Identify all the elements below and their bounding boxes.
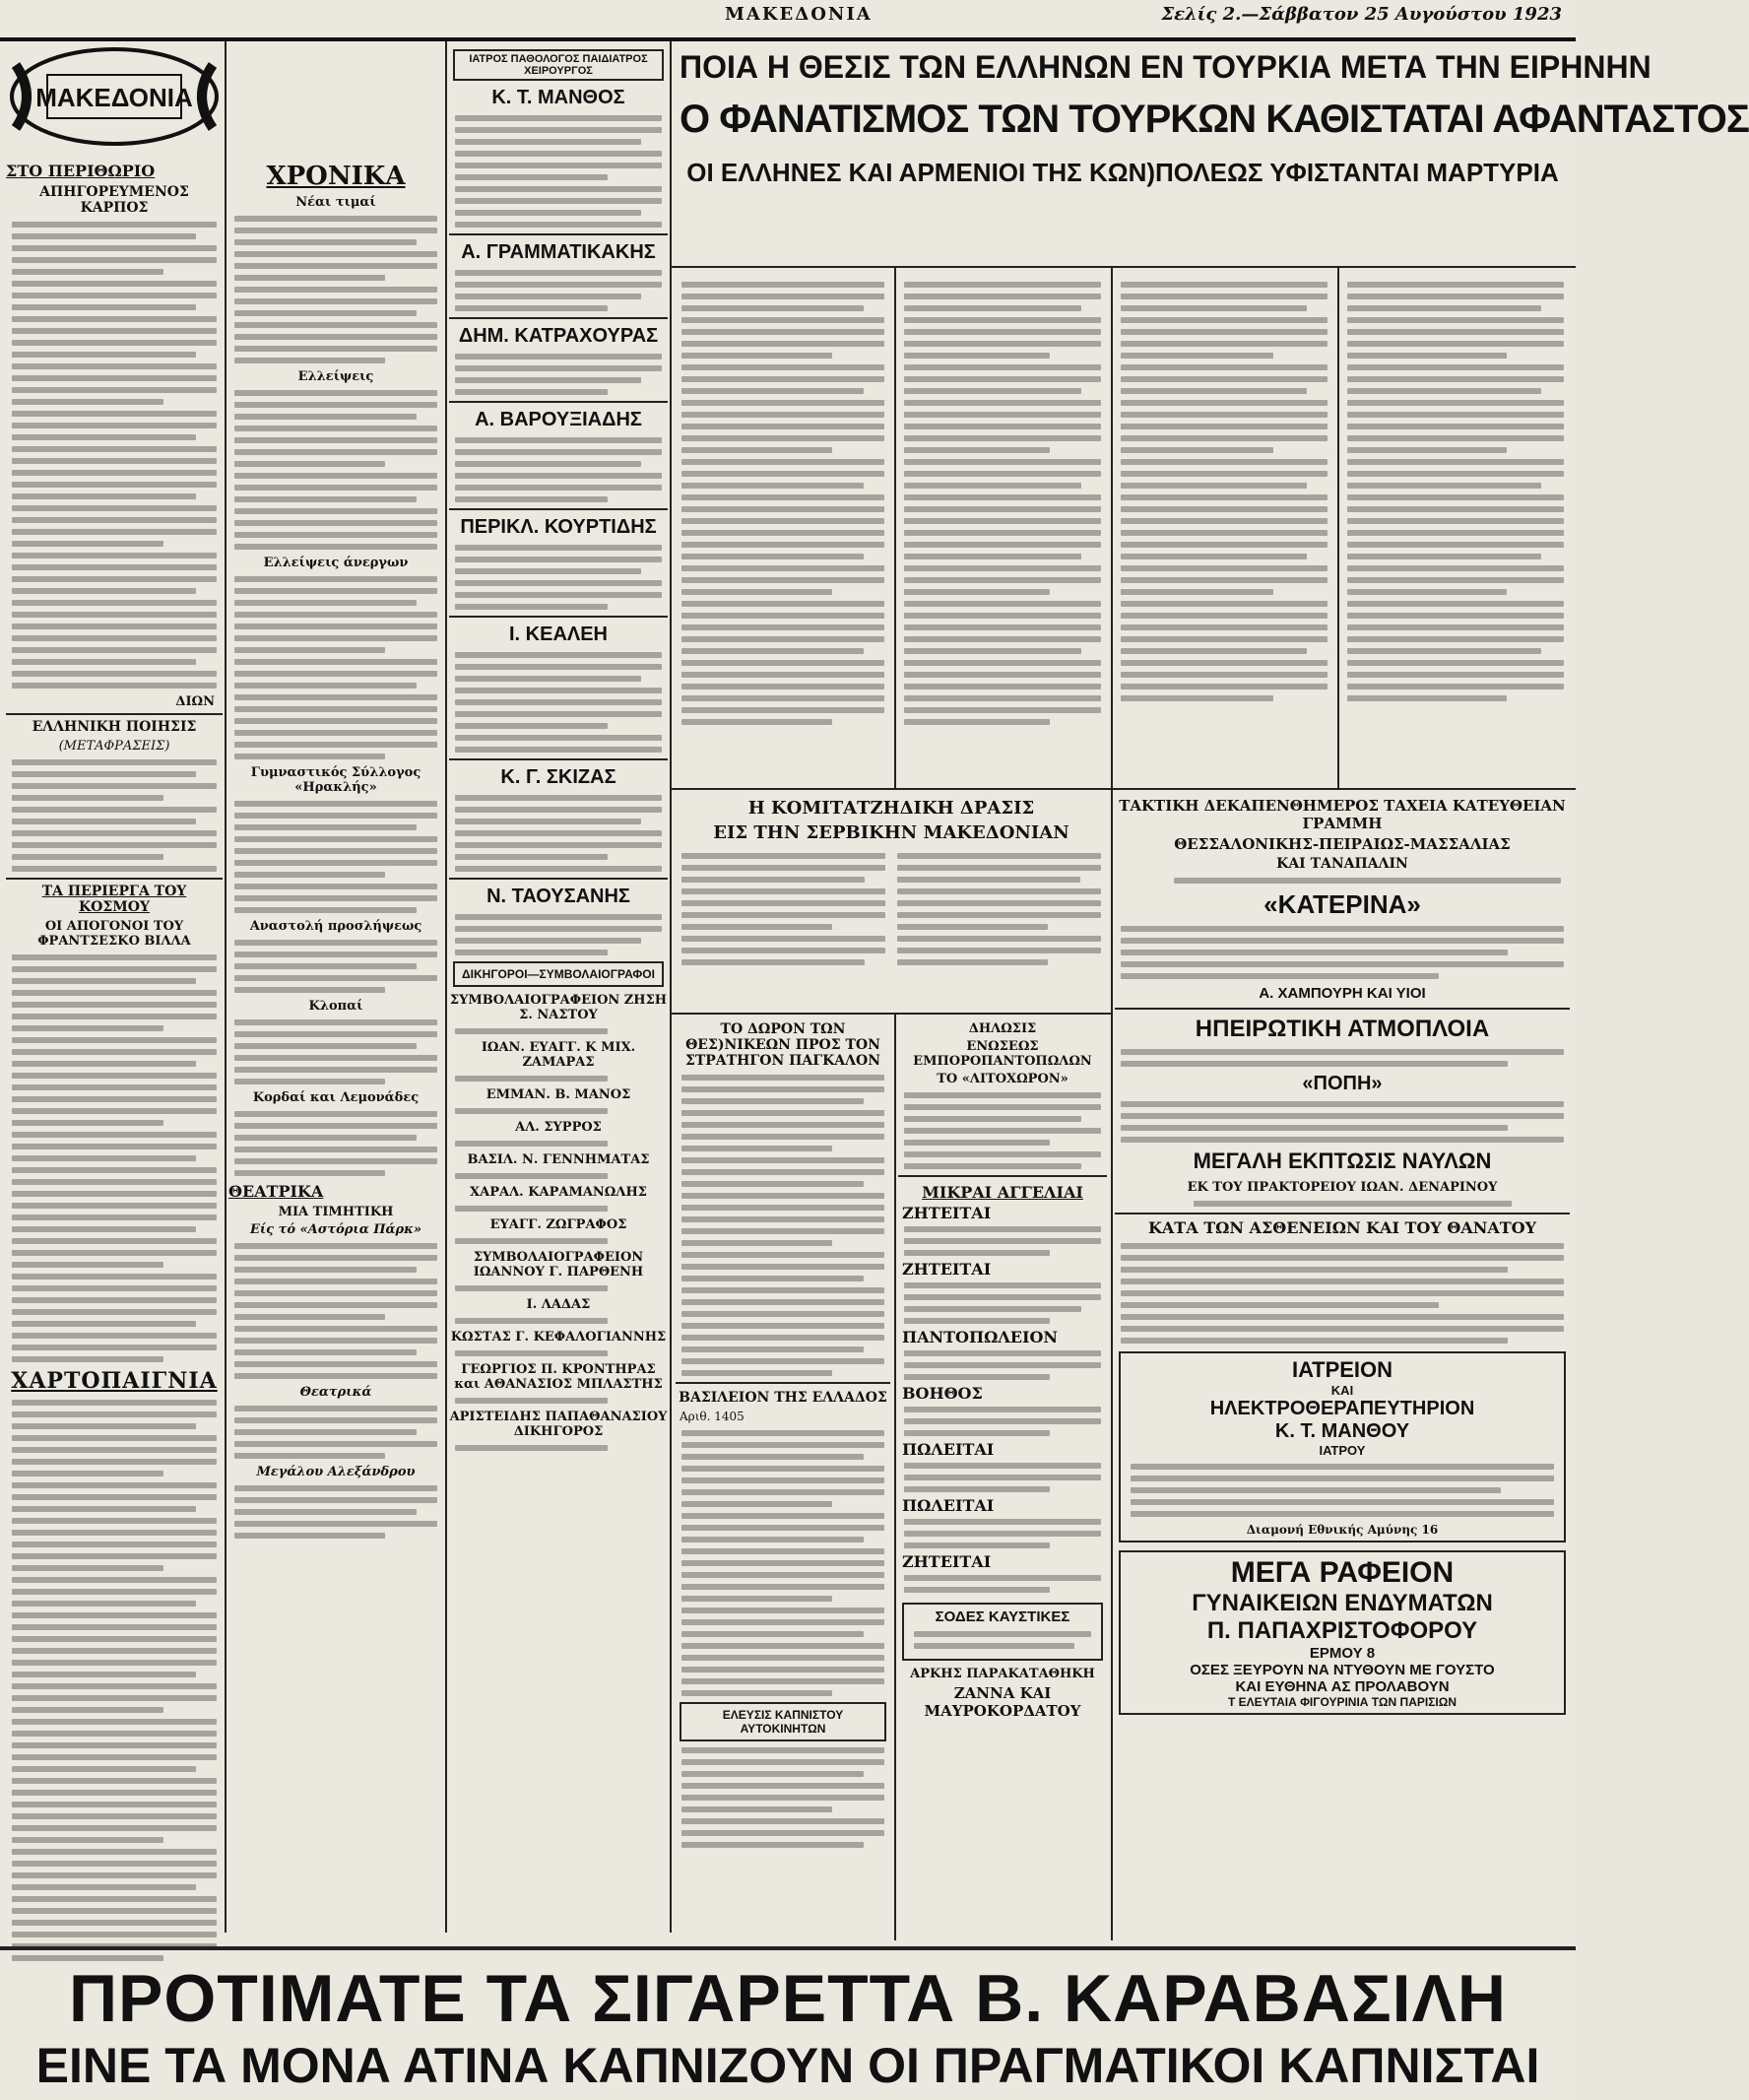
rule-6 bbox=[1337, 266, 1339, 788]
classifieds-title: ΜΙΚΡΑΙ ΑΓΓΕΛΙΑΙ bbox=[922, 1183, 1083, 1202]
chronicles-s5: Αναστολή προσλήψεως bbox=[249, 919, 422, 934]
ad-kourtidis: ΠΕΡΙΚΛ. ΚΟΥΡΤΙΔΗΣ bbox=[460, 516, 657, 538]
poetry-body bbox=[6, 759, 223, 872]
card-games-body bbox=[6, 1400, 223, 1961]
masthead-logo-icon bbox=[8, 45, 221, 148]
classified-2: ΖΗΤΕΙΤΑΙ bbox=[902, 1260, 992, 1279]
column-3 bbox=[449, 43, 668, 1940]
classified-5: ΠΩΛΕΙΤΑΙ bbox=[902, 1440, 995, 1459]
kom-rule bbox=[672, 1013, 1111, 1015]
lawyer-1: ΣΥΜΒΟΛΑΙΟΓΡΑΦΕΙΟΝ ΖΗΣΗ Σ. ΝΑΣΤΟΥ bbox=[449, 993, 668, 1022]
rule-7 bbox=[1111, 788, 1113, 1940]
theatre-1: ΜΙΑ ΤΙΜΗΤΙΚΗ bbox=[278, 1205, 394, 1219]
column-1 bbox=[6, 158, 223, 1940]
ad-kealeh: Ι. ΚΕΑΛΕΗ bbox=[508, 623, 609, 645]
section-card-games: ΧΑΡΤΟΠΑΙΓΝΙΑ bbox=[11, 1368, 218, 1394]
date-line: Σελίς 2.—Σάββατον 25 Αυγούστου 1923 bbox=[1161, 4, 1562, 25]
classified-3: ΠΑΝΤΟΠΩΛΕΙΟΝ bbox=[902, 1328, 1058, 1346]
lawyer-7: ΕΥΑΓΓ. ΖΩΓΡΑΦΟΣ bbox=[489, 1217, 627, 1232]
classified-1: ΖΗΤΕΙΤΑΙ bbox=[902, 1204, 992, 1222]
masthead-title: ΜΑΚΕΔΟΝΙΑ bbox=[35, 83, 193, 112]
lawyer-11: ΓΕΩΡΓΙΟΣ Π. ΚΡΟΝΤΗΡΑΣ και ΑΘΑΝΑΣΙΟΣ ΜΠΛΑΣΤΗΣ bbox=[454, 1362, 663, 1392]
classified-4: ΒΟΗΘΟΣ bbox=[902, 1384, 983, 1403]
lawyer-6: ΧΑΡΑΛ. ΚΑΡΑΜΑΝΩΛΗΣ bbox=[470, 1185, 647, 1200]
rule-2 bbox=[445, 41, 447, 1933]
main-headlines bbox=[680, 43, 1749, 266]
komitatzis-title-1: Η ΚΟΜΙΤΑΤΖΗΔΙΚΗ ΔΡΑΣΙΣ bbox=[747, 798, 1035, 819]
ad-doctor-top: ΙΑΤΡΟΣ ΠΑΘΟΛΟΓΟΣ ΠΑΙΔΙΑΤΡΟΣ ΧΕΙΡΟΥΡΓΟΣ bbox=[453, 49, 664, 81]
section-world-curiosities: ΤΑ ΠΕΡΙΕΡΓΑ ΤΟΥ ΚΟΣΜΟΥ bbox=[41, 884, 187, 915]
doron-column bbox=[676, 1018, 890, 1940]
classified-6: ΠΩΛΕΙΤΑΙ bbox=[902, 1496, 995, 1515]
classified-7: ΖΗΤΕΙΤΑΙ bbox=[902, 1552, 992, 1571]
ad-manthos: Κ. Τ. ΜΑΝΘΟΣ bbox=[491, 87, 625, 108]
epirus-title: ΗΠΕΙΡΩΤΙΚΗ ΑΤΜΟΠΛΟΙΑ bbox=[1195, 1016, 1490, 1042]
top-bar bbox=[0, 0, 1576, 41]
ad-taousanis: Ν. ΤΑΟΥΣΑΝΗΣ bbox=[486, 886, 630, 907]
column-2 bbox=[228, 158, 443, 1940]
chronicles-s6: Κλοπαί bbox=[308, 999, 363, 1014]
chronicles-s7: Κορδαί και Λεμονάδες bbox=[252, 1090, 420, 1105]
rule-3 bbox=[670, 41, 672, 1933]
article-forbidden-fruit-body bbox=[6, 222, 223, 689]
fare-sub: ΕΚ ΤΟΥ ΠΡΑΚΤΟΡΕΙΟΥ ΙΩΑΝ. ΔΕΝΑΡΙΝΟΥ bbox=[1187, 1180, 1498, 1195]
chronicles-s2: Ελλείψεις bbox=[297, 369, 374, 384]
doron-title: ΤΟ ΔΩΡΟΝ ΤΩΝ ΘΕΣ)ΝΙΚΕΩΝ ΠΡΟΣ ΤΟΝ ΣΤΡΑΤΗΓΟΝ ΠΑΓΚΑΛΟΝ bbox=[684, 1021, 881, 1069]
chronicles-s4: Γυμναστικός Σύλλογος «Ηρακλής» bbox=[250, 765, 421, 795]
lawyer-12: ΑΡΙΣΤΕΙΔΗΣ ΠΑΠΑΘΑΝΑΣΙΟΥ ΔΙΚΗΓΟΡΟΣ bbox=[449, 1410, 668, 1439]
lawyer-8: ΣΥΜΒΟΛΑΙΟΓΡΑΦΕΙΟΝ ΙΩΑΝΝΟΥ Γ. ΠΑΡΘΕΝΗ bbox=[473, 1250, 644, 1280]
death-title: ΚΑΤΑ ΤΩΝ ΑΣΘΕΝΕΙΩΝ ΚΑΙ ΤΟΥ ΘΑΝΑΤΟΥ bbox=[1147, 1218, 1537, 1237]
ship-title-2: ΘΕΣΣΑΛΟΝΙΚΗΣ-ΠΕΙΡΑΙΩΣ-ΜΑΣΣΑΛΙΑΣ bbox=[1174, 835, 1511, 853]
theatre-3: Θεατρικά bbox=[299, 1385, 372, 1400]
lawyer-2: ΙΩΑΝ. ΕΥΑΓΓ. Κ ΜΙΧ. ΖΑΜΑΡΑΣ bbox=[481, 1040, 636, 1070]
lawyer-9: Ι. ΛΑΔΑΣ bbox=[526, 1297, 591, 1312]
article-villa-title: ΟΙ ΑΠΟΓΟΝΟΙ ΤΟΥ ΦΡΑΝΤΣΕΣΚΟ ΒΙΛΛΑ bbox=[37, 919, 191, 949]
ad-grammatikakis: Α. ΓΡΑΜΜΑΤΙΚΑΚΗΣ bbox=[461, 241, 656, 263]
ad-skizas: Κ. Γ. ΣΚΙΖΑΣ bbox=[500, 766, 616, 788]
cars-box: ΕΛΕΥΣΙΣ ΚΑΠΝΙΣΤΟΥ ΑΥΤΟΚΙΝΗΤΩΝ bbox=[680, 1702, 886, 1741]
cigarette-ad-line-1: ΠΡΟΤΙΜΑΤΕ ΤΑ ΣΙΓΑΡΕΤΤΑ Β. ΚΑΡΑΒΑΣΙΛΗ bbox=[68, 1961, 1508, 2036]
rule-1 bbox=[225, 41, 227, 1933]
lawyer-10: ΚΩΣΤΑΣ Γ. ΚΕΦΑΛΟΓΙΑΝΝΗΣ bbox=[450, 1330, 667, 1345]
chronicles-s1: Νέαι τιμαί bbox=[295, 195, 376, 210]
notice-title-1: ΔΗΛΩΣΙΣ bbox=[968, 1021, 1037, 1036]
soda-seller: ΖΑΝΝΑ ΚΑΙ ΜΑΥΡΟΚΟΡΔΑΤΟΥ bbox=[924, 1684, 1081, 1720]
ship-name: «ΚΑΤΕΡΙΝΑ» bbox=[1263, 889, 1421, 919]
epirus-ship: «ΠΟΠΗ» bbox=[1302, 1073, 1383, 1094]
article-forbidden-fruit-title: ΑΠΗΓΟΡΕΥΜΕΝΟΣ ΚΑΡΠΟΣ bbox=[39, 184, 189, 216]
classifieds-column bbox=[898, 1018, 1107, 1940]
komitatzis-title-2: ΕΙΣ ΤΗΝ ΣΕΡΒΙΚΗΝ ΜΑΚΕΔΟΝΙΑΝ bbox=[713, 822, 1069, 843]
ad-katrachouras: ΔΗΜ. ΚΑΤΡΑΧΟΥΡΑΣ bbox=[458, 325, 659, 347]
section-periphery: ΣΤΟ ΠΕΡΙΘΩΡΙΟ bbox=[6, 162, 156, 180]
lawyer-5: ΒΑΣΙΛ. Ν. ΓΕΝΝΗΜΑΤΑΣ bbox=[467, 1152, 650, 1167]
headline-1: ΠΟΙΑ Η ΘΕΣΙΣ ΤΩΝ ΕΛΛΗΝΩΝ ΕΝ ΤΟΥΡΚΙΑ ΜΕΤΑ ΤΗΝ ΕΙΡΗΝΗΝ bbox=[680, 49, 1652, 85]
main-article-col-d bbox=[1341, 276, 1570, 783]
signature: ΔΙΩΝ bbox=[175, 694, 215, 709]
basileion-title: ΒΑΣΙΛΕΙΟΝ ΤΗΣ ΕΛΛΑΔΟΣ bbox=[679, 1390, 887, 1406]
bottom-rule bbox=[0, 1946, 1576, 1950]
headline-rule bbox=[672, 266, 1576, 268]
right-ads bbox=[1115, 794, 1570, 1940]
ship-agent: Α. ΧΑΜΠΟΥΡΗ ΚΑΙ ΥΙΟΙ bbox=[1259, 985, 1426, 1002]
running-paper-name: ΜΑΚΕΔΟΝΙΑ bbox=[725, 4, 873, 25]
tailor-box: ΜΕΓΑ ΡΑΦΕΙΟΝ ΓΥΝΑΙΚΕΙΩΝ ΕΝΔΥΜΑΤΩΝ Π. ΠΑΠΑΧΡΙΣΤΟΦΟΡΟΥ ΕΡΜΟΥ 8 ΟΣΕΣ ΞΕΥΡΟΥΝ ΝΑ ΝΤΥΘΟΥΝ ΜΕ ΓΟΥΣΤΟ ΚΑΙ ΕΥΘΗΝΑ ΑΣ ΠΡΟΛΑΒΟΥΝ Τ ΕΛΕΥΤΑΙΑ ΦΙΓΟΥΡΙΝΙΑ ΤΩΝ ΠΑΡΙΣΙΩΝ bbox=[1119, 1550, 1566, 1715]
headline-3: ΟΙ ΕΛΛΗΝΕΣ ΚΑΙ ΑΡΜΕΝΙΟΙ ΤΗΣ ΚΩΝ)ΠΟΛΕΩΣ ΥΦΙΣΤΑΝΤΑΙ ΜΑΡΤΥΡΙΑ bbox=[686, 158, 1559, 187]
ship-title-3: ΚΑΙ ΤΑΝΑΠΑΛΙΝ bbox=[1276, 856, 1408, 872]
notice-title-3: ΤΟ «ΛΙΤΟΧΩΡΟΝ» bbox=[937, 1072, 1069, 1086]
fare-title: ΜΕΓΑΛΗ ΕΚΠΤΩΣΙΣ ΝΑΥΛΩΝ bbox=[1193, 1148, 1492, 1173]
rule-5 bbox=[1111, 266, 1113, 788]
soda-depot: ΑΡΚΗΣ ΠΑΡΑΚΑΤΑΘΗΚΗ bbox=[910, 1667, 1095, 1681]
ad-varouxiadis: Α. ΒΑΡΟΥΞΙΑΔΗΣ bbox=[475, 409, 642, 430]
rule-4 bbox=[894, 266, 896, 788]
lawyer-3: ΕΜΜΑΝ. Β. ΜΑΝΟΣ bbox=[486, 1087, 631, 1102]
komitatzis-article bbox=[676, 794, 1107, 1011]
chronicles-s3: Ελλείψεις άνεργων bbox=[263, 556, 409, 570]
soda-box: ΣΟΔΕΣ ΚΑΥΣΤΙΚΕΣ bbox=[902, 1603, 1103, 1661]
theatre-2: Είς τό «Αστόρια Πάρκ» bbox=[249, 1222, 422, 1237]
section-greek-poetry: ΕΛΛΗΝΙΚΗ ΠΟΙΗΣΙΣ bbox=[32, 719, 197, 735]
clinic-box: ΙΑΤΡΕΙΟΝ ΚΑΙ ΗΛΕΚΤΡΟΘΕΡΑΠΕΥΤΗΡΙΟΝ Κ. Τ. ΜΑΝΘΟΥ ΙΑΤΡΟΥ Διαμονή Εθνικής Αμύνης 16 bbox=[1119, 1351, 1566, 1542]
notice-title-2: ΕΝΩΣΕΩΣ ΕΜΠΟΡΟΠΑΝΤΟΠΩΛΩΝ bbox=[913, 1039, 1092, 1069]
lawyer-4: ΑΛ. ΣΥΡΡΟΣ bbox=[515, 1120, 602, 1135]
rule-8 bbox=[894, 1015, 896, 1940]
poetry-sub: (ΜΕΤΑΦΡΑΣΕΙΣ) bbox=[58, 739, 170, 754]
lawyers-box-title: ΔΙΚΗΓΟΡΟΙ—ΣΥΜΒΟΛΑΙΟΓΡΑΦΟΙ bbox=[453, 961, 664, 987]
chronicles-title: ΧΡΟΝΙΚΑ bbox=[266, 162, 406, 191]
ship-title-1: ΤΑΚΤΙΚΗ ΔΕΚΑΠΕΝΘΗΜΕΡΟΣ ΤΑΧΕΙΑ ΚΑΤΕΥΘΕΙΑΝ ΓΡΑΜΜΗ bbox=[1119, 797, 1566, 832]
mid-rule bbox=[672, 788, 1576, 790]
basileion-number: Αριθ. 1405 bbox=[680, 1410, 745, 1423]
theatre-section: ΘΕΑΤΡΙΚΑ bbox=[228, 1182, 324, 1201]
main-article-col-c bbox=[1115, 276, 1333, 783]
article-villa-body bbox=[6, 954, 223, 1362]
theatre-4: Μεγάλου Αλεξάνδρου bbox=[256, 1465, 416, 1479]
main-article-col-a bbox=[676, 276, 890, 783]
cigarette-ad-line-2: ΕΙΝΕ ΤΑ ΜΟΝΑ ΑΤΙΝΑ ΚΑΠΝΙΖΟΥΝ ΟΙ ΠΡΑΓΜΑΤΙΚΟΙ ΚΑΠΝΙΣΤΑΙ bbox=[35, 2038, 1540, 2093]
main-article-col-b bbox=[898, 276, 1107, 783]
headline-2: Ο ΦΑΝΑΤΙΣΜΟΣ ΤΩΝ ΤΟΥΡΚΩΝ ΚΑΘΙΣΤΑΤΑΙ ΑΦΑΝΤΑΣΤΟΣ bbox=[680, 98, 1749, 141]
